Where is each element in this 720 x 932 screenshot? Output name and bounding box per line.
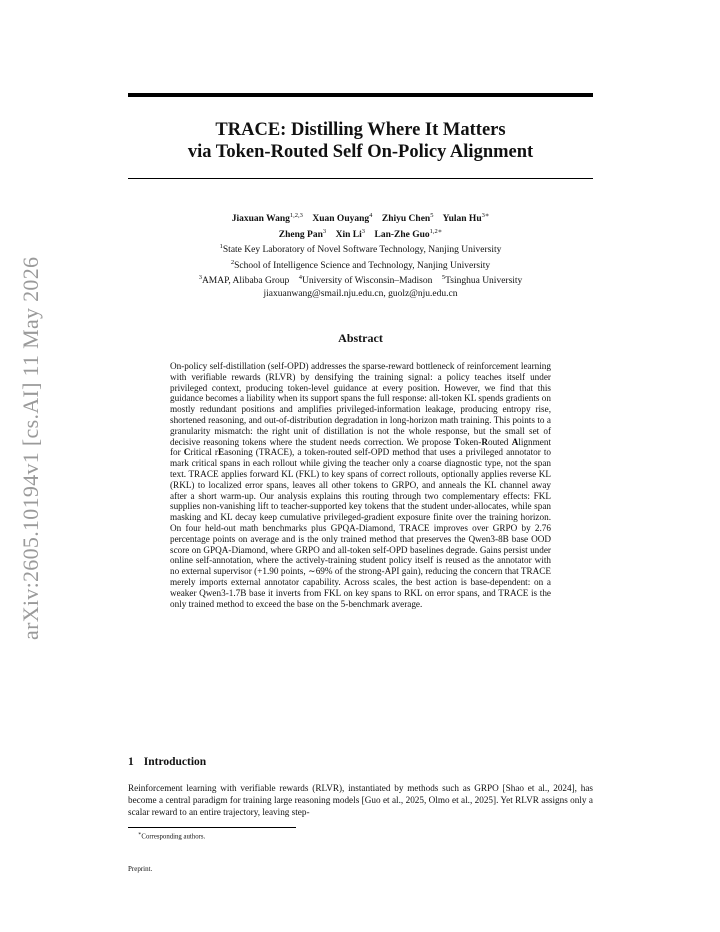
- author-affil-mark: 3: [361, 227, 365, 235]
- preprint-label: Preprint.: [128, 865, 153, 873]
- author-name: Zheng Pan: [278, 229, 323, 240]
- author-name: Lan-Zhe Guo: [374, 229, 430, 240]
- author-affil-mark: 1,2∗: [429, 227, 443, 235]
- footnote-mark: ∗: [138, 832, 142, 837]
- author-name: Xuan Ouyang: [312, 214, 370, 225]
- footnote-text: Corresponding authors.: [141, 833, 206, 841]
- author-affil-mark: 5: [430, 212, 434, 219]
- section-number: 1: [128, 756, 134, 768]
- affiliation-2: $^2$School of Intelligence Science and Technology, Nanjing University: [230, 258, 491, 271]
- arxiv-identifier: arXiv:2605.10194v1 [cs.AI] 11 May 2026: [18, 256, 43, 640]
- title-top-rule: [128, 93, 593, 97]
- section-title: Introduction: [143, 756, 207, 768]
- paper-title: [128, 119, 593, 163]
- affiliation-1: $^1$State Key Laboratory of Novel Software Technology, Nanjing University: [219, 243, 502, 256]
- author-block: [120, 210, 601, 300]
- footnote: [138, 831, 205, 840]
- author-affil-mark: 3∗: [481, 212, 490, 219]
- author-name: Zhiyu Chen: [381, 214, 431, 225]
- author-name: Xin Li: [335, 229, 362, 240]
- author-affil-mark: 1,2,3: [289, 212, 303, 219]
- author-names-line-2: [120, 226, 601, 242]
- title-line-2: via Token-Routed Self On-Policy Alignment: [187, 142, 534, 162]
- affiliations-3-5: $^3$AMAP, Alibaba Group $^4$University of Wisconsin–Madison $^5$Tsinghua University: [198, 274, 523, 287]
- author-name: Jiaxuan Wang: [231, 214, 290, 225]
- affiliation-4: University of Wisconsin–Madison: [302, 276, 433, 287]
- author-emails: jiaxuanwang@smail.nju.edu.cn, guolz@nju.edu.cn: [263, 288, 458, 299]
- author-affil-mark: 4: [369, 212, 373, 219]
- author-name: Yulan Hu: [442, 214, 482, 225]
- introduction-paragraph: Reinforcement learning with verifiable rewards (RLVR), instantiated by methods such as GRPO [Shao et al., 2024], has become a central paradigm for training large reasoning models [Guo et al., 2025, Olmo et al., 2025]. Yet RLVR assigns only a scalar reward to an entire trajectory, leaving step-: [128, 783, 593, 817]
- footnote-rule: [128, 827, 296, 828]
- affiliation-3: AMAP, Alibaba Group: [201, 276, 290, 287]
- abstract-body: On-policy self-distillation (self-OPD) addresses the sparse-reward bottleneck of reinforcement learning with verifiable rewards (RLVR) by densifying the training signal: a policy teaches itself under privileged context, producing token-level guidance at every position. However, we find that this guidance becomes a liability when its support spans the full response: all-token KL spends gradients on mostly redundant positions and amplifies privileged-information leakage, producing entropy rise, shortened reasoning, and out-of-distribution degradation in long-horizon math training. This points to a granularity mismatch: the right unit of distillation is not the whole response, but the small set of decisive reasoning tokens where the student needs correction. We propose Token-Routed Alignment for Critical rEasoning (TRACE), a token-routed self-OPD method that uses a privileged annotator to mark critical spans in each rollout while giving the teacher only a coarse diagnostic type, not the span text. TRACE applies forward KL (FKL) to key spans of correct rollouts, optionally applies reverse KL (RKL) to localized error spans, leaves all other tokens to GRPO, and anneals the KL channel away after a short warm-up. Our analysis explains this routing through two complementary effects: FKL supplies non-vanishing lift to teacher-supported key tokens that the student under-allocates, while span masking and KL decay keep cumulative privileged-gradient exposure finite over the training horizon. On four held-out math benchmarks plus GPQA-Diamond, TRACE improves over GRPO by 2.76 percentage points on average and is the only trained method that preserves the Qwen3-8B base OOD score on GPQA-Diamond, where GRPO and all-token self-OPD baselines degrade. Gains persist under online self-annotation, where the actively-training student policy itself is reused as the annotator with no external supervisor (+1.90 points, ∼69% of the strong-API gain), reducing the concern that TRACE merely imports external annotator capability. Across scales, the best action is base-dependent: on a weaker Qwen3-1.7B base it inverts from FKL on key spans to RKL on error spans, and TRACE is the only trained method to exceed the base on the 5-benchmark average.: [170, 361, 551, 609]
- author-names-line-1: [120, 210, 601, 226]
- author-affil-mark: 3: [322, 227, 327, 235]
- abstract-heading: Abstract: [338, 331, 383, 345]
- title-line-1: TRACE: Distilling Where It Matters: [215, 120, 506, 140]
- affiliation-5: Tsinghua University: [445, 276, 523, 287]
- section-heading-introduction: [128, 756, 206, 768]
- title-bottom-rule: [128, 178, 593, 179]
